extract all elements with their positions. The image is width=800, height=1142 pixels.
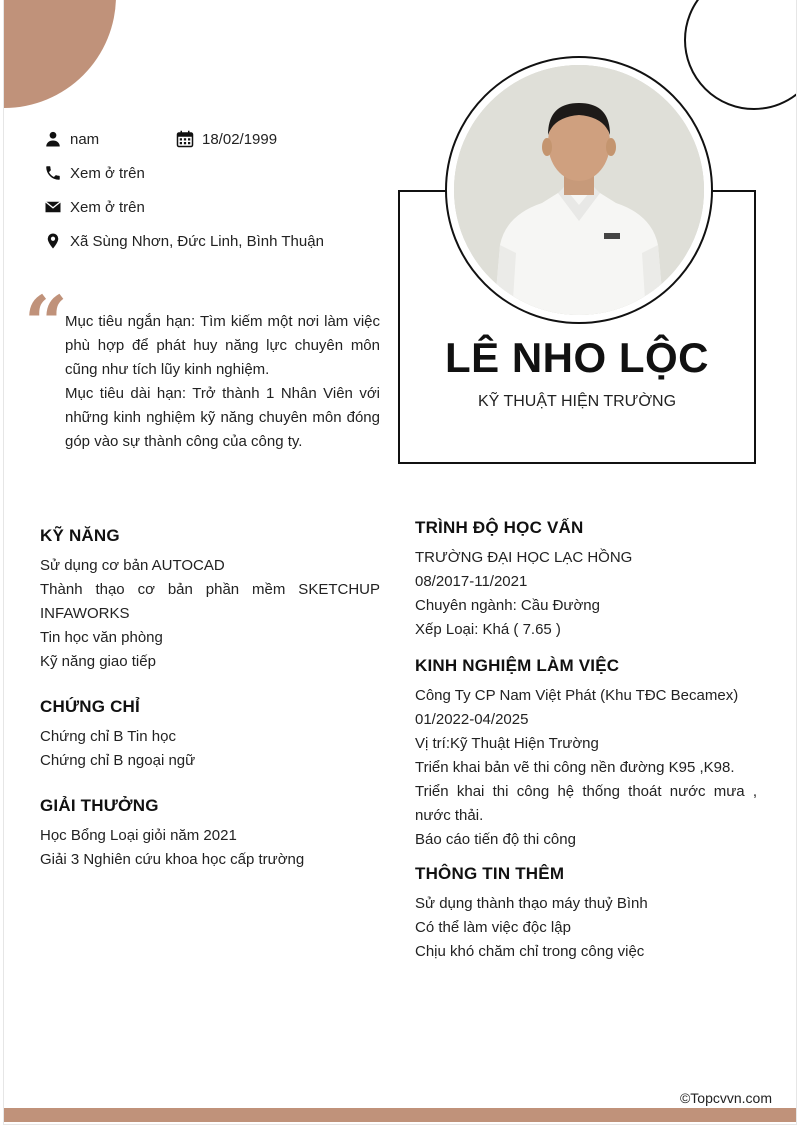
career-objective <box>65 310 380 454</box>
email-text: Xem ở trên <box>70 198 145 216</box>
gender-text: nam <box>70 130 100 148</box>
experience-heading: KINH NGHIỆM LÀM VIỆC <box>415 656 620 675</box>
experience-item: Công Ty CP Nam Việt Phát (Khu TĐC Becamex) <box>415 687 739 704</box>
job-title: KỸ THUẬT HIỆN TRƯỜNG <box>477 393 677 410</box>
cv-page <box>4 0 796 1124</box>
objective-long-term: Mục tiêu dài hạn: Trở thành 1 Nhân Viên với những kinh nghiệm kỹ năng chuyên môn đóng góp vào sự thành công của công ty. <box>65 385 380 450</box>
education-item: Xếp Loại: Khá ( 7.65 ) <box>415 621 561 638</box>
certificates-heading: CHỨNG CHỈ <box>40 697 140 716</box>
experience-item: Vị trí:Kỹ Thuật Hiện Trường <box>415 735 599 752</box>
additional-info-section <box>415 864 757 964</box>
skills-section <box>40 526 380 674</box>
address-row <box>44 232 324 250</box>
phone-row <box>44 164 145 182</box>
envelope-icon <box>44 198 62 216</box>
copyright-text: ©Topcvvn.com <box>679 1090 772 1106</box>
award-item: Giải 3 Nghiên cứu khoa học cấp trường <box>40 851 305 868</box>
calendar-icon <box>176 130 194 148</box>
education-heading: TRÌNH ĐỘ HỌC VẤN <box>415 518 584 537</box>
experience-item: Triển khai thi công hệ thống thoát nước mưa , nước thải. <box>415 783 757 824</box>
skill-item: Sử dụng cơ bản AUTOCAD <box>40 557 225 574</box>
profile-photo-frame <box>445 56 713 324</box>
dob-text: 18/02/1999 <box>202 130 278 148</box>
skill-item: Kỹ năng giao tiếp <box>40 653 156 670</box>
education-item: TRƯỜNG ĐẠI HỌC LẠC HỒNG <box>415 549 633 566</box>
skill-item: Thành thạo cơ bản phần mềm SKETCHUP INFAWORKS <box>40 581 380 622</box>
skills-heading: KỸ NĂNG <box>40 526 120 545</box>
experience-item: 01/2022-04/2025 <box>415 711 529 728</box>
additional-info-item: Sử dụng thành thạo máy thuỷ Bình <box>415 895 648 912</box>
person-icon <box>44 130 62 148</box>
email-row <box>44 198 145 216</box>
award-item: Học Bổng Loại giỏi năm 2021 <box>40 827 237 844</box>
profile-photo <box>454 65 704 315</box>
skill-item: Tin học văn phòng <box>40 629 163 646</box>
education-item: 08/2017-11/2021 <box>415 573 528 590</box>
awards-heading: GIẢI THƯỞNG <box>40 796 159 815</box>
education-section <box>415 518 757 642</box>
bottom-accent-bar <box>4 1108 796 1122</box>
certificate-item: Chứng chỉ B ngoại ngữ <box>40 752 196 769</box>
gender-row <box>44 130 99 148</box>
additional-info-item: Có thể làm việc độc lập <box>415 919 571 936</box>
additional-info-item: Chịu khó chăm chỉ trong công việc <box>415 943 645 960</box>
education-item: Chuyên ngành: Cầu Đường <box>415 597 600 614</box>
certificate-item: Chứng chỉ B Tin học <box>40 728 176 745</box>
phone-icon <box>44 164 62 182</box>
location-pin-icon <box>44 232 62 250</box>
dob-row <box>176 130 277 148</box>
experience-section <box>415 656 757 852</box>
phone-text: Xem ở trên <box>70 164 145 182</box>
certificates-section <box>40 697 380 773</box>
experience-item: Triển khai bản vẽ thi công nền đường K95 ,K98. <box>415 759 735 776</box>
portrait-illustration <box>454 65 704 315</box>
objective-short-term: Mục tiêu ngắn hạn: Tìm kiếm một nơi làm việc phù hợp để phát huy năng lực chuyên môn cũng như tích lũy kinh nghiệm. <box>65 313 380 378</box>
experience-item: Báo cáo tiến độ thi công <box>415 831 576 848</box>
address-text: Xã Sùng Nhơn, Đức Linh, Bình Thuận <box>70 232 324 250</box>
decorative-circle-top-left <box>4 0 116 108</box>
full-name: LÊ NHO LỘC <box>445 334 709 381</box>
additional-info-heading: THÔNG TIN THÊM <box>415 864 565 883</box>
decorative-circle-top-right <box>684 0 796 110</box>
awards-section <box>40 796 380 872</box>
quote-icon: “ <box>24 279 68 368</box>
